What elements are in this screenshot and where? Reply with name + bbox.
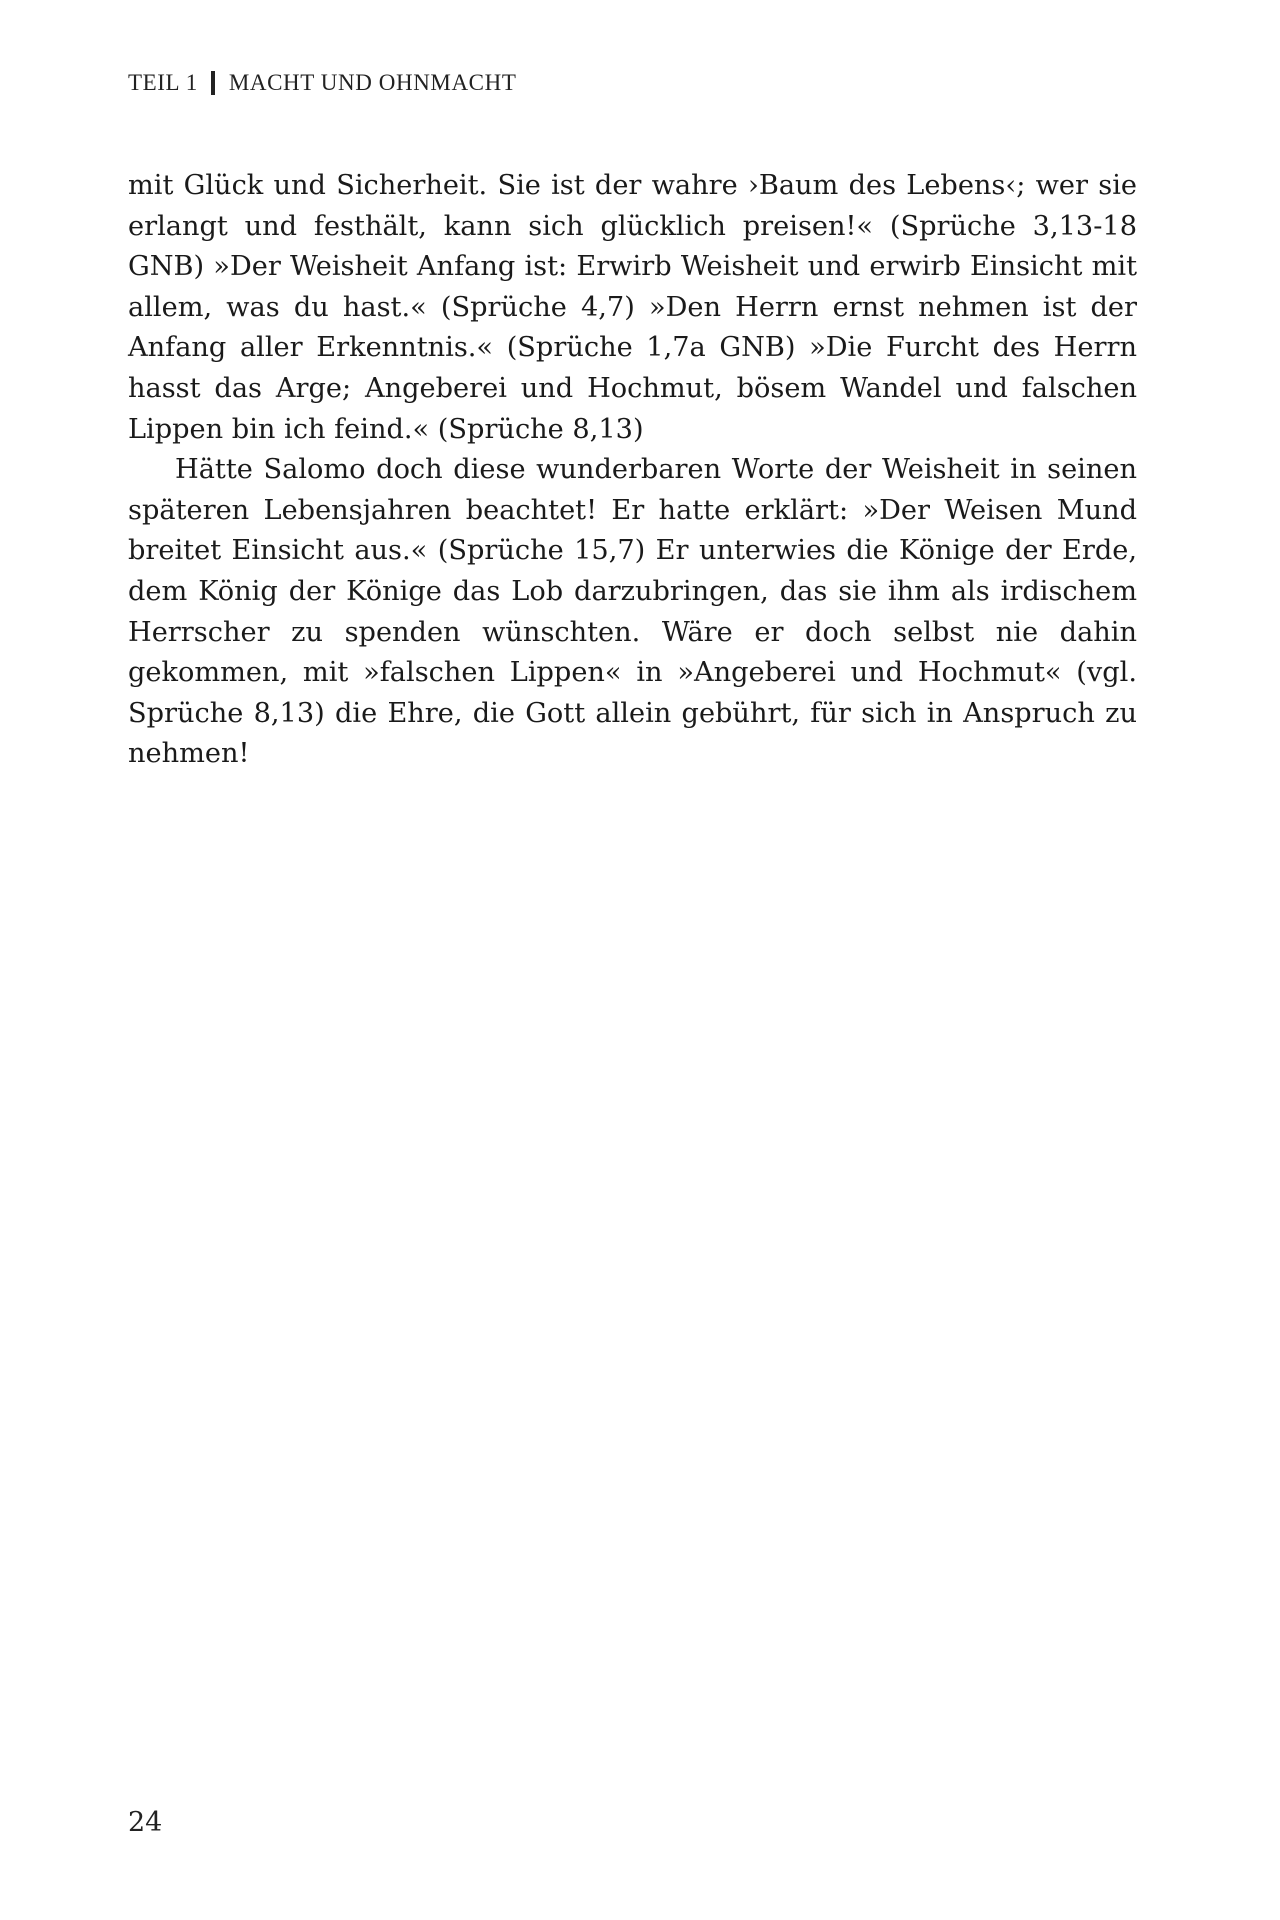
paragraph-1: mit Glück und Sicherheit. Sie ist der wahre ›Baum des Lebens‹; wer sie erlangt und festhält, kann sich glücklich preisen!« (Sprüche 3,13-18 GNB) »Der Weisheit Anfang ist: Erwirb Weisheit und erwirb Einsicht mit allem, was du hast.« (Sprüche 4,7) »Den Herrn ernst nehmen ist der Anfang aller Erkenntnis.« (Sprüche 1,7a GNB) »Die Furcht des Herrn hasst das Arge; Angeberei und Hochmut, bösem Wandel und falschen Lippen bin ich feind.« (Sprüche 8,13)	[128, 170, 1137, 445]
running-head-part: TEIL 1	[128, 70, 198, 95]
paragraph-2: Hätte Salomo doch diese wunderbaren Worte der Weisheit in seinen späteren Lebensjahren beachtet! Er hatte erklärt: »Der Weisen Mund breitet Einsicht aus.« (Sprüche 15,7) Er unterwies die Könige der Erde, dem König der Könige das Lob darzubringen, das sie ihm als irdischem Herrscher zu spenden wünschten. Wäre er doch selbst nie dahin gekommen, mit »falschen Lippen« in »Angeberei und Hochmut« (vgl. Sprüche 8,13) die Ehre, die Gott allein gebührt, für sich in Anspruch zu nehmen!	[128, 454, 1137, 770]
running-head	[128, 70, 516, 96]
running-head-title: MACHT UND OHNMACHT	[228, 70, 517, 95]
body-text	[128, 166, 1137, 775]
running-head-separator	[211, 71, 215, 95]
page-number: 24	[128, 1807, 163, 1838]
